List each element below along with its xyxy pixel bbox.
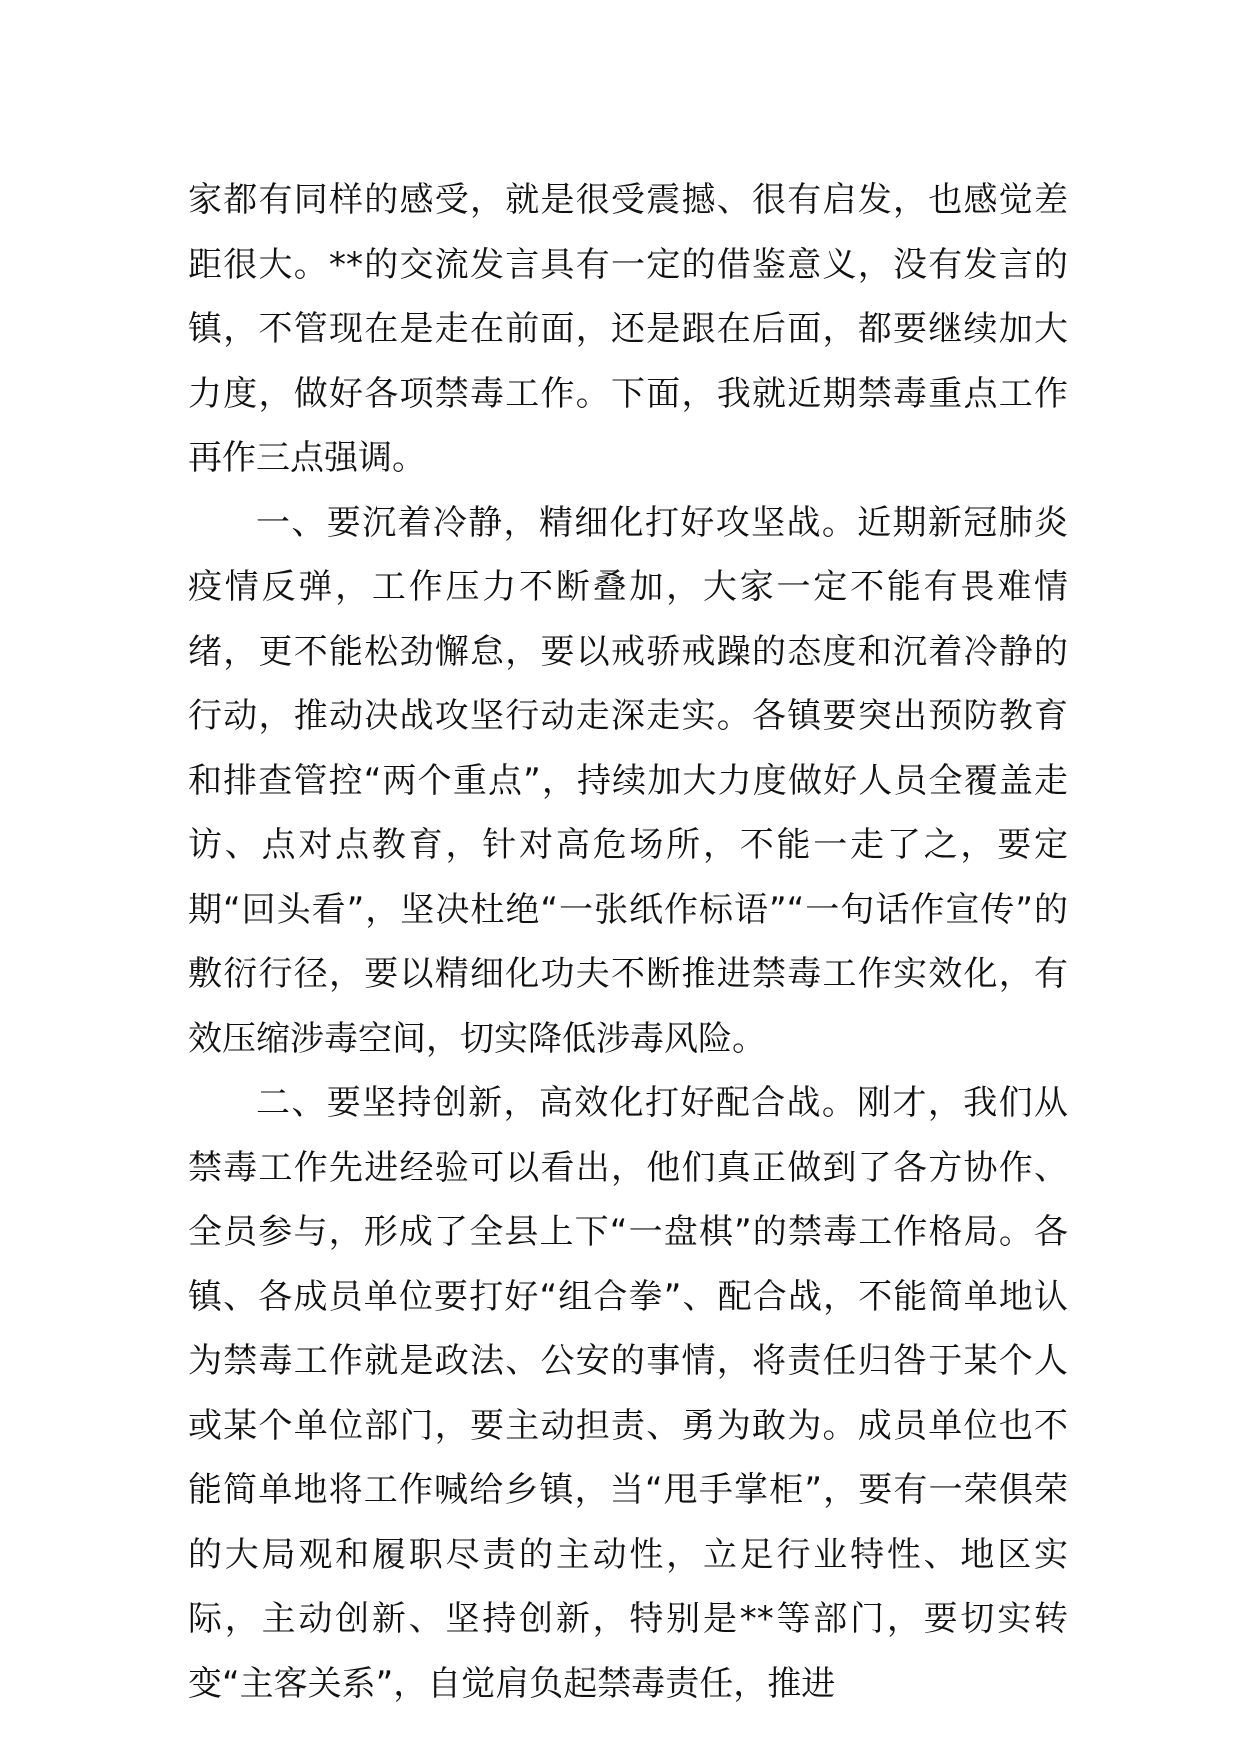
document-body: [188, 168, 1068, 1716]
paragraph-continuation: 家都有同样的感受，就是很受震撼、很有启发，也感觉差距很大。**的交流发言具有一定的借鉴意义，没有发言的镇，不管现在是走在前面，还是跟在后面，都要继续加大力度，做好各项禁毒工作。下面，我就近期禁毒重点工作再作三点强调。: [188, 180, 1068, 478]
paragraph-point-two: 二、要坚持创新，高效化打好配合战。刚才，我们从禁毒工作先进经验可以看出，他们真正做到了各方协作、全员参与，形成了全县上下“一盘棋”的禁毒工作格局。各镇、各成员单位要打好“组合拳”、配合战，不能简单地认为禁毒工作就是政法、公安的事情，将责任归咎于某个人或某个单位部门，要主动担责、勇为敢为。成员单位也不能简单地将工作喊给乡镇，当“甩手掌柜”，要有一荣俱荣的大局观和履职尽责的主动性，立足行业特性、地区实际，主动创新、坚持创新，特别是**等部门，要切实转变“主客关系”，自觉肩负起禁毒责任，推进: [188, 1083, 1068, 1704]
paragraph-point-one: 一、要沉着冷静，精细化打好攻坚战。近期新冠肺炎疫情反弹，工作压力不断叠加，大家一定不能有畏难情绪，更不能松劲懈怠，要以戒骄戒躁的态度和沉着冷静的行动，推动决战攻坚行动走深走实。各镇要突出预防教育和排查管控“两个重点”，持续加大力度做好人员全覆盖走访、点对点教育，针对高危场所，不能一走了之，要定期“回头看”，坚决杜绝“一张纸作标语”“一句话作宣传”的敷衍行径，要以精细化功夫不断推进禁毒工作实效化，有效压缩涉毒空间，切实降低涉毒风险。: [188, 502, 1068, 1059]
